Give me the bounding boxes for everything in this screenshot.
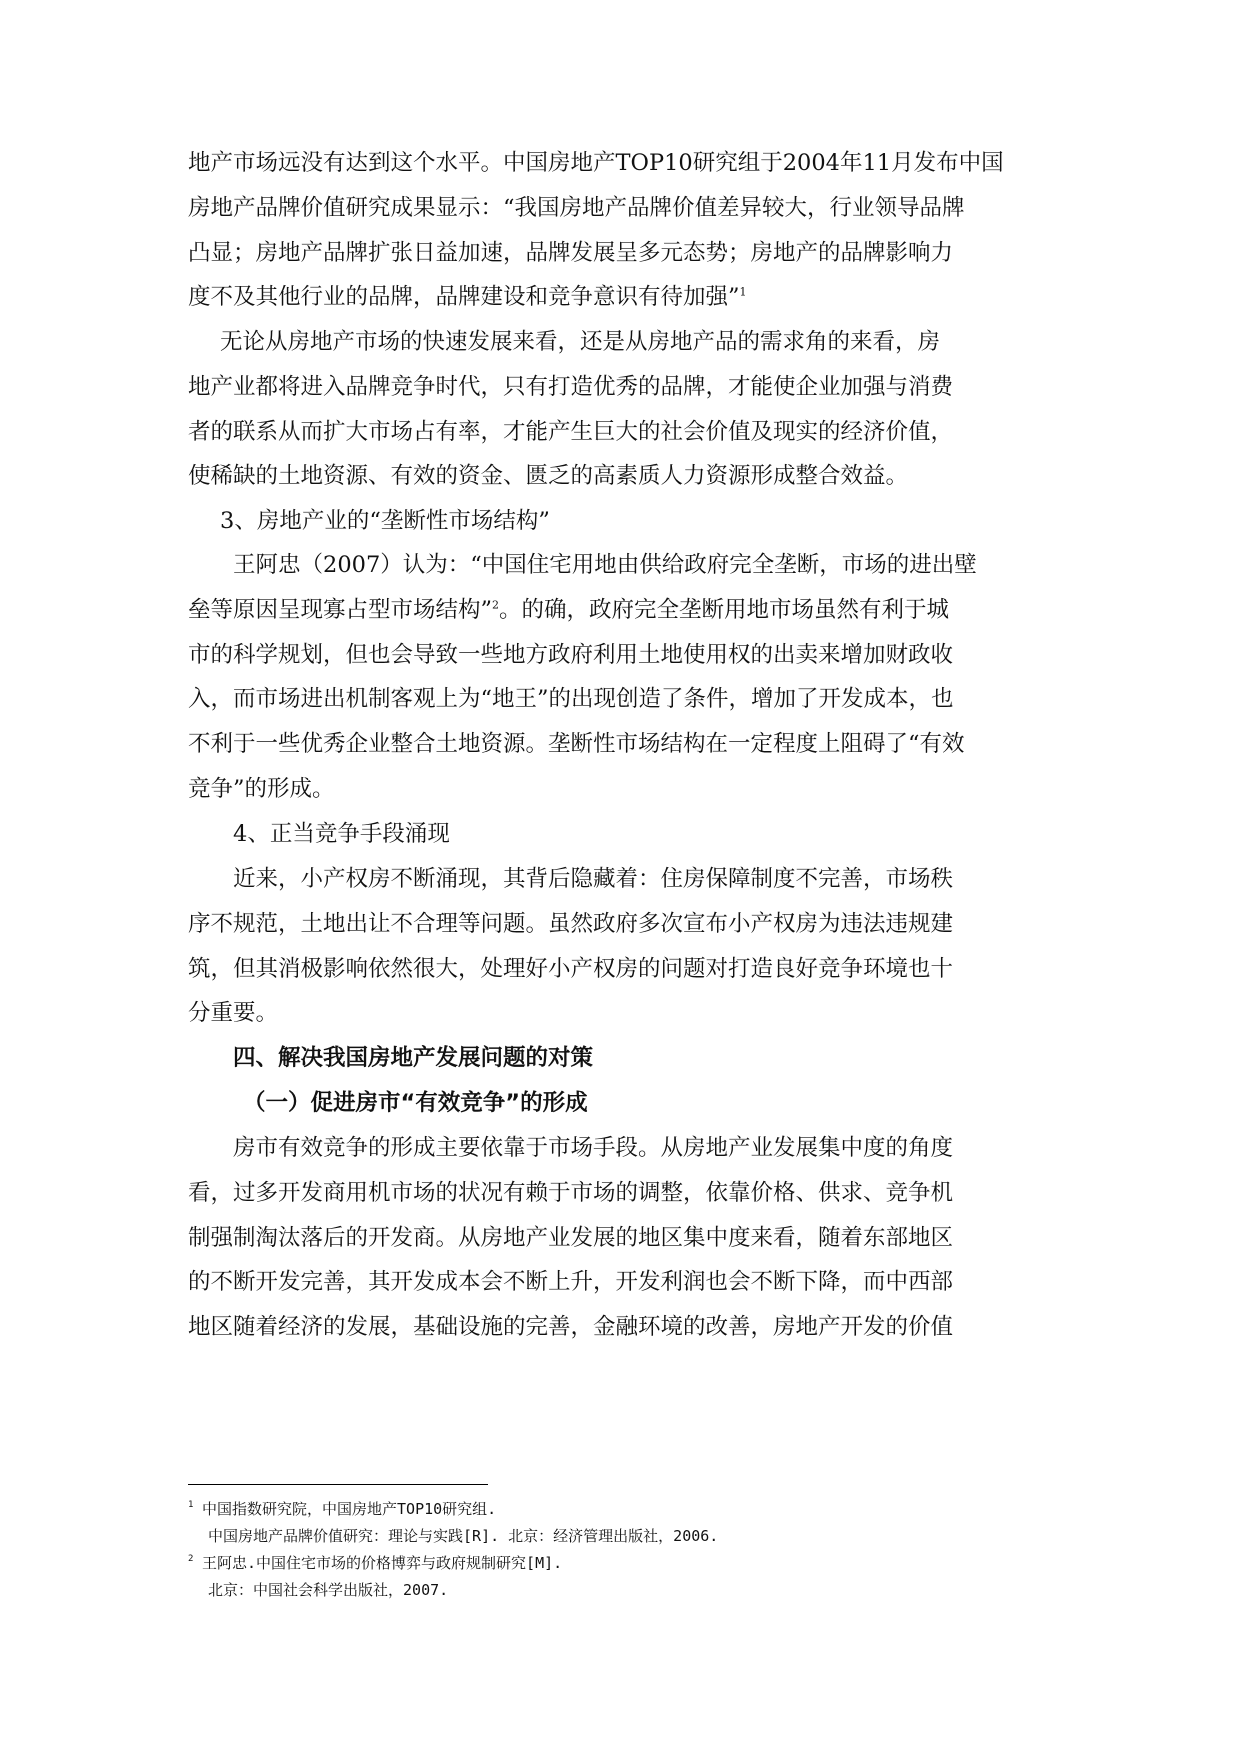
footnote-ref-2[interactable]: 2: [492, 598, 500, 612]
text-line: 地产市场远没有达到这个水平。中国房地产TOP10研究组于2004年11月发布中国: [188, 150, 1004, 176]
text-line: 市的科学规划，但也会导致一些地方政府利用土地使用权的出卖来增加财政收: [188, 641, 954, 668]
footnote-mark: 1: [188, 1500, 194, 1510]
footnote-ref-1[interactable]: 1: [739, 285, 747, 299]
text-line: 无论从房地产市场的快速发展来看，还是从房地产品的需求角的来看，房: [220, 329, 941, 355]
text-line-content: 垒等原因呈现寡占型市场结构”: [188, 596, 493, 623]
subsection-heading: [188, 1081, 1109, 1126]
paragraph-5: [188, 1126, 1054, 1350]
text-line: 的不断开发完善，其开发成本会不断上升，开发利润也会不断下降，而中西部: [188, 1269, 954, 1296]
footnote-1-continuation: 中国房地产品牌价值研究：理论与实践[R]. 北京：经济管理出版社，2006.: [208, 1527, 719, 1545]
text-line: 地区随着经济的发展，基础设施的完善，金融环境的改善，房地产开发的价值: [188, 1314, 954, 1341]
text-line-content: 。的确，政府完全垄断用地市场虽然有利于城: [499, 596, 950, 623]
paragraph-1: [188, 141, 1054, 320]
text-line-content: 度不及其他行业的品牌，品牌建设和竞争意识有待加强”: [188, 284, 740, 311]
subheading-4: [188, 812, 1099, 857]
paragraph-3: [188, 543, 1054, 812]
footnote-2: [188, 1550, 1054, 1577]
footnote-1: [188, 1496, 1054, 1523]
text-line: 制强制淘汰落后的开发商。从房地产业发展的地区集中度来看，随着东部地区: [188, 1224, 954, 1251]
text-line: 3、房地产业的“垄断性市场结构”: [220, 508, 550, 534]
text-line: 竞争”的形成。: [188, 775, 335, 802]
text-line: 看，过多开发商用机市场的状况有赖于市场的调整，依靠价格、供求、竞争机: [188, 1179, 954, 1206]
footnote-text: 中国指数研究院，中国房地产TOP10研究组.: [202, 1500, 497, 1518]
text-line: 房市有效竞争的形成主要依靠于市场手段。从房地产业发展集中度的角度: [233, 1135, 954, 1161]
text-line: 凸显；房地产品牌扩张日益加速，品牌发展呈多元态势；房地产的品牌影响力: [188, 239, 954, 266]
footnote-mark: 2: [188, 1554, 194, 1564]
text-line: 分重要。: [188, 1000, 279, 1027]
text-line: 王阿忠（2007）认为：“中国住宅用地由供给政府完全垄断，市场的进出壁: [233, 552, 977, 578]
subheading-3: [188, 499, 1086, 544]
text-line: 筑，但其消极影响依然很大，处理好小产权房的问题对打造良好竞争环境也十: [188, 955, 954, 982]
footnotes: [188, 1496, 1054, 1604]
text-line: 者的联系从而扩大市场占有率，才能产生巨大的社会价值及现实的经济价值，: [188, 418, 954, 445]
footnote-text: 王阿忠.中国住宅市场的价格博弈与政府规制研究[M].: [202, 1554, 563, 1572]
text-line: 近来，小产权房不断涌现，其背后隐藏着：住房保障制度不完善，市场秩: [233, 866, 954, 892]
text-line: 入，而市场进出机制客观上为“地王”的出现创造了条件，增加了开发成本，也: [188, 686, 954, 713]
footnote-separator: [188, 1484, 488, 1485]
text-line: 地产业都将进入品牌竞争时代，只有打造优秀的品牌，才能使企业加强与消费: [188, 373, 954, 400]
paragraph-4: [188, 857, 1054, 1036]
text-line: 序不规范，土地出让不合理等问题。虽然政府多次宣布小产权房为违法违规建: [188, 910, 954, 937]
text-line: 房地产品牌价值研究成果显示：“我国房地产品牌价值差异较大，行业领导品牌: [188, 194, 965, 221]
text-line: 使稀缺的土地资源、有效的资金、匮乏的高素质人力资源形成整合效益。: [188, 463, 909, 490]
section-heading: [188, 1036, 1099, 1081]
footnote-2-continuation: 北京：中国社会科学出版社，2007.: [208, 1581, 449, 1599]
text-line: （一）促进房市“有效竞争”的形成: [243, 1090, 588, 1116]
text-line: [188, 588, 1054, 633]
text-line: 4、正当竞争手段涌现: [233, 821, 450, 847]
paragraph-2: [188, 320, 1054, 499]
text-line: [188, 275, 1054, 320]
text-line: 四、解决我国房地产发展问题的对策: [233, 1045, 594, 1071]
text-line: 不利于一些优秀企业整合土地资源。垄断性市场结构在一定程度上阻碍了“有效: [188, 731, 965, 758]
